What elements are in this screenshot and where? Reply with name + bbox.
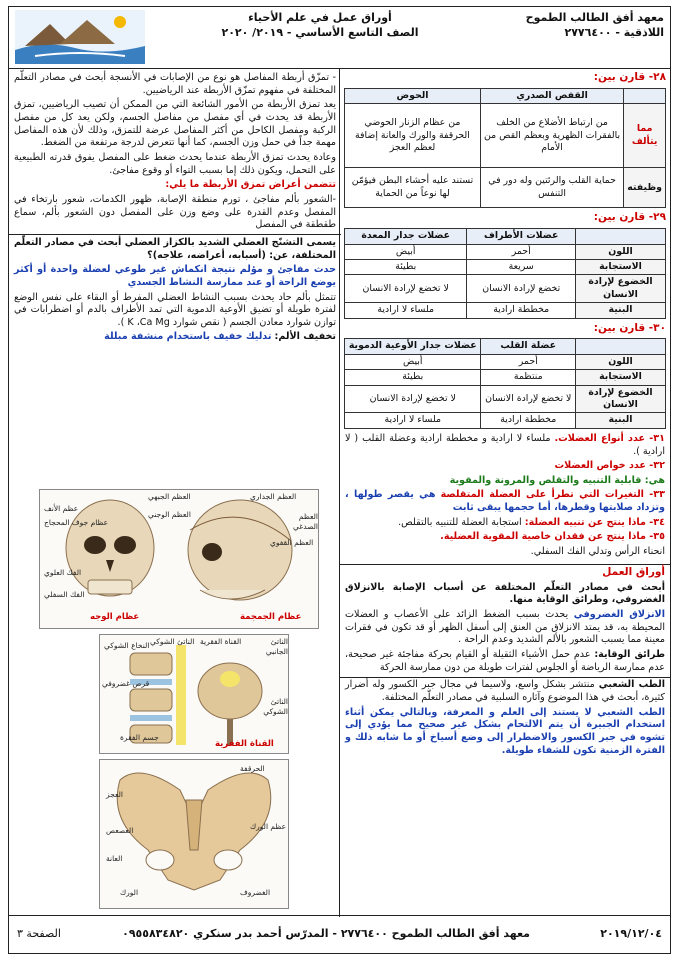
q29-cell: تخضع لإرادة الانسان [467, 275, 576, 303]
q29-cell: بطيئة [345, 259, 467, 274]
work-q1: أبحث في مصادر التعلّم المختلفة عن أسباب الإصابة بالانزلاق الغضروفي، وطرائق الوقاية منها. [345, 581, 665, 606]
fig2-caption: القناة الفقرية [215, 739, 274, 749]
tetanus-p2: تتمثل بألم حاد يحدث بسبب النشاط العضلي المفرط أو البقاء على نفس الوضع لفترة طويلة أو تضيق الأوعية الدموية التي تمد الأطراف بالدم أو اضطرابات في توازن شوارد معادن الجسم ( نقص شوارد K ،Ca Mg ). [14, 291, 336, 328]
work-q3-label: طرائق الوقاية: [594, 648, 665, 660]
work-q4: منتشر بشكل واسع، ولاسيما في مجال جبر الكسور وله أضرار كثيرة، أبحث في هذا الموضوع وآثاره السلبية في مصادر التعلّم المختلفة. [345, 679, 665, 703]
q29-row-label: البنية [576, 303, 666, 318]
q29-cell: مخططة ارادية [467, 303, 576, 318]
fig1-label: عظام جوف المحجاج [44, 518, 109, 527]
fig3-label: الغضروف [240, 888, 271, 897]
right-column [339, 69, 670, 917]
q30-row-label: الاستجابة [576, 370, 666, 385]
q34-label: ٣٤- ماذا ينتج عن تنبيه العضلة: [524, 516, 665, 528]
q30-cell: أحمر [481, 354, 576, 369]
work-title: أوراق العمل [602, 565, 665, 578]
fig1-label: الفك السفلي [44, 590, 85, 599]
work-q3: عدم حمل الأشياء الثقيلة أو القيام بحركة مفاجئة غير صحيحة، عدم ممارسة الرياضة أو الجلوس لفترات طويلة من دون ممارسة الحركة [345, 648, 665, 673]
q28-heading: ٢٨- قارن بين: [593, 71, 666, 83]
fig3-label: العانة [106, 854, 123, 863]
q29-col1: عضلات الأطراف [467, 229, 576, 244]
fig1-label: العظم الجبهي [148, 492, 191, 501]
left-column [9, 69, 341, 917]
q30-cell: لا تخضع لإرادة الانسان [481, 385, 576, 413]
fig2-label: قرص غضروفي [102, 679, 150, 688]
q29-row-label: اللون [576, 244, 666, 259]
institute-name: معهد أفق الطالب الطموح [525, 11, 664, 24]
q30-heading: ٣٠- قارن بين: [593, 321, 666, 334]
fig1-label: الفك العلوي [44, 568, 82, 577]
ligament-p1: يعد تمزق الأربطة من الأمور الشائعة التي من الممكن أن تصيب الرياضيين، تمزق الأربطة قد يحدث في أي مفصل من مفاصل الجسم، ولكن يعد كل من مفصل الركبة ومفصل الكاحل من أكثر المفاصل عرضة للتمزق، وذلك لأن هذه المفاصل مهمة جداً في حمل وزن الجسم، كما أنها تتعرض لدرجة مرتفعة من الضغط. [14, 99, 336, 149]
fig2-label: الناتئ الجانبي [265, 637, 288, 656]
tetanus-p1: حدث مفاجئ و مؤلم نتيجة انكماش غير طوعي لعضلة واحدة أو أكثر يوضع الراحة أو عند ممارسة النشاط الجسدي [14, 264, 336, 288]
fig3-label: الحرقفة [240, 764, 265, 773]
q28-table [344, 88, 666, 208]
q29-cell: لا تخضع لإرادة الانسان [345, 275, 467, 303]
institute-logo [15, 10, 145, 64]
fig1-label: العظم القفوي [270, 538, 314, 547]
page-header [9, 7, 670, 69]
page-footer [9, 915, 670, 953]
worksheet-page [8, 6, 671, 954]
work-q4-label: الطب الشعبي [598, 679, 665, 691]
q33-answer: هي يقصر طولها ، وتزداد صلابتها وقطرها، أما حجمها يبقى ثابت [345, 489, 665, 514]
q28-col1: القفص الصدري [480, 88, 623, 103]
q30-col2: عضلات جدار الأوعية الدموية [345, 339, 481, 354]
q29-row-label: الاستجابة [576, 259, 666, 274]
fig1-label: العظم الجداري [250, 492, 297, 501]
pelvis-figure [99, 759, 289, 909]
sheet-title: أوراق عمل في علم الأحياء [248, 11, 392, 24]
q30-col1: عضلة القلب [481, 339, 576, 354]
fig3-label: الورك [120, 888, 139, 897]
q28-cell: من عظام الزنار الحوضي الحرقفة والورك والعانة إضافة لعظم العجز [345, 104, 481, 168]
q29-cell: ملساء لا ارادية [345, 303, 467, 318]
grade-year: الصف التاسع الأساسي - ٢٠١٩/ ٢٠٢٠ [221, 25, 419, 39]
q30-cell: أبيض [345, 354, 481, 369]
q30-cell: بطيئة [345, 370, 481, 385]
q29-heading: ٢٩- قارن بين: [593, 211, 666, 224]
q35-label: ٣٥- ماذا ينتج عن فقدان خاصية المقوية العضلية. [440, 531, 665, 543]
q28-cell: من ارتباط الأضلاع من الخلف بالفقرات الظهرية وبعظم القص من الأمام [480, 104, 623, 168]
q28-row-label: وظيفته [624, 168, 666, 208]
q28-cell: حماية القلب والرئتين وله دور في التنفس [480, 168, 623, 208]
q29-cell: أحمر [467, 244, 576, 259]
q30-row-label: البنية [576, 413, 666, 428]
fig1-label: العظم الصدغي [293, 512, 318, 531]
fig2-label: جسم الفقرة [120, 733, 159, 742]
q29-col2: عضلات جدار المعدة [345, 229, 467, 244]
work-q2: يحدث بسبب الضغط الزائد على الأعصاب و العضلات المحيطة به، قد يمتد الانزلاق من العنق إلى أسفل الظهر أو قد تكون في فقرات معينة مما يسبب الشعور بالألم الشديد وعدم الراحة . [345, 608, 665, 646]
fig3-label: العجز [106, 790, 123, 799]
q30-cell: ملساء لا ارادية [345, 413, 481, 428]
vertebrae-figure [99, 634, 289, 754]
q30-cell: لا تخضع لإرادة الانسان [345, 385, 481, 413]
q35-answer: انحناء الرأس وتدلي الفك السفلي. [530, 546, 665, 558]
pain-relief-label: تخفيف الألم: [274, 331, 336, 343]
fig2-label: الناتئ الشوكي [150, 637, 195, 646]
work-q5: الطب الشعبي لا يستند إلى العلم و المعرفة، وبالتالي يمكن أثناء استخدام الجبيرة أن يتم الالتحام بشكل غير صحيح مما يؤدي إلى تشوه في جبر الكسور والاضطرار إلى وضع أسياخ أو ما شابه ذلك و الفترة الزمنية تكون للشفاء طويلة. [345, 706, 665, 756]
pain-relief-text: تدليك خفيف باستخدام منشفة مبللة [104, 331, 272, 343]
q34-answer: استجابة العضلة للتنبيه بالتقلص. [398, 516, 522, 528]
q28-col2: الحوض [345, 88, 481, 103]
ligament-intro: - تمزّق أربطة المفاصل هو نوع من الإصابات في الأنسجة أبحث في مصادر التعلّم المختلفة في مفهوم تمزّق الأربطة عند الرياضيين. [14, 72, 336, 96]
skull-figure [39, 489, 319, 629]
q28-row-label: مما يتألف [624, 104, 666, 168]
page-number: الصفحة ٣ [17, 927, 61, 940]
q30-col0 [576, 339, 666, 354]
footer-date: ٢٠١٩/١٢/٠٤ [600, 927, 662, 940]
q28-cell: تستند عليه أحشاء البطن فيؤمّن لها نوعاً من الحماية [345, 168, 481, 208]
fig2-label: النخاع الشوكي [104, 641, 150, 650]
q29-cell: أبيض [345, 244, 467, 259]
q32-answer: هي: قابلية التنبيه والتقلص والمرونة والمقوية [449, 474, 665, 486]
tetanus-question: يسمى التشنّج العضلي الشديد بالكزاز العضلي أبحث في مصادر التعلّم المختلفة، عن: (أسبابه، أعراضه، علاجه)؟ [14, 236, 336, 261]
fig1-label: العظم الوجني [148, 510, 191, 519]
q31-answer: ملساء لا ارادية و مخططة ارادية وعضلة القلب ( لا ارادية ). [345, 432, 665, 457]
q33-label: ٣٣- التغيرات التي تطرأ على العضلة المتقلصة [440, 489, 665, 501]
q30-cell: مخططة ارادية [481, 413, 576, 428]
q31-label: ٣١- عدد أنواع العضلات. [554, 432, 665, 444]
fig1-caption-skull: عظام الجمجمة [240, 612, 302, 622]
fig2-label: الناتئ الشوكي [263, 697, 288, 716]
q30-cell: منتظمة [481, 370, 576, 385]
q32-label: ٣٢- عدد خواص العضلات [554, 460, 665, 472]
q30-row-label: الخضوع لإرادة الانسان [576, 385, 666, 413]
fig3-label: العصعص [106, 826, 134, 835]
fig2-label: القناة الفقرية [200, 637, 242, 646]
q30-table [344, 338, 666, 428]
q29-table [344, 228, 666, 318]
work-q2-label: الانزلاق الغضروفي [573, 608, 665, 620]
footer-text: معهد أفق الطالب الطموح ٢٧٧٦٤٠٠ - المدرّس أحمد بدر سنكري ٠٩٥٥٨٣٤٨٢٠ [122, 927, 530, 940]
symptoms-label: تتضمن أعراض تمزق الأربطة ما يلي: [165, 179, 336, 191]
symptoms-text: -الشعور بألم مفاجئ ، تورم منطقة الإصابة، ظهور الكدمات، شعور بارتخاء في المفصل وعدم القدرة على وضع وزن على المفصل دون الشعور بألم، سماع طقطقة في المفصل [14, 193, 336, 231]
ligament-p2: وعادة يحدث تمزق الأربطة عندما يحدث ضغط على المفصل يفوق قدرته الطبيعية على التحمل، ويكون ذلك إما بسبب التواء أو وقوع مفاجئ. [14, 151, 336, 176]
q29-row-label: الخضوع لإرادة الانسان [576, 275, 666, 303]
city-phone: اللاذقية - ٢٧٧٦٤٠٠ [564, 25, 664, 39]
q30-row-label: اللون [576, 354, 666, 369]
fig1-label: عظم الأنف [44, 504, 79, 513]
q29-col0 [576, 229, 666, 244]
fig3-label: عظم الورك [250, 822, 287, 831]
fig1-caption-face: عظام الوجه [90, 612, 140, 622]
q29-cell: سريعة [467, 259, 576, 274]
